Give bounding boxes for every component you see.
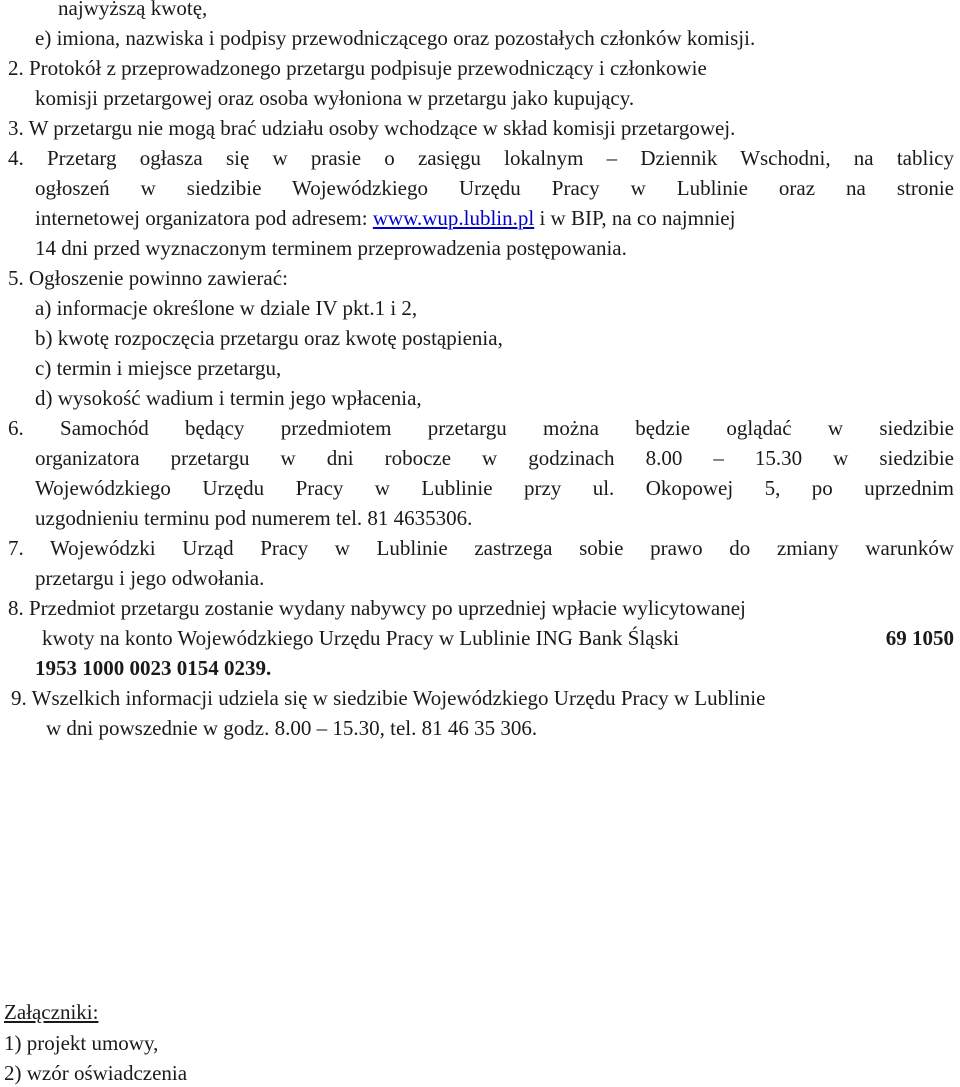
text-line: 3. W przetargu nie mogą brać udziału osoby wchodzące w skład komisji przetargowej. (8, 116, 736, 140)
text-line: a) informacje określone w dziale IV pkt.1 i 2, (35, 296, 418, 320)
text-line: uzgodnieniu terminu pod numerem tel. 81 4635306. (35, 506, 473, 530)
text-line: ogłoszeń w siedzibie Wojewódzkiego Urzędu Pracy w Lublinie oraz na stronie (35, 176, 954, 200)
attachments-heading: Załączniki: (4, 1000, 99, 1024)
text-segment: i w BIP, na co najmniej (534, 206, 736, 230)
text-line: komisji przetargowej oraz osoba wyłoniona w przetargu jako kupujący. (35, 86, 635, 110)
text-line: organizatora przetargu w dni robocze w godzinach 8.00 – 15.30 w siedzibie (35, 446, 954, 470)
text-line: 2. Protokół z przeprowadzonego przetargu podpisuje przewodniczący i członkowie (8, 56, 707, 80)
text-segment: kwoty na konto Wojewódzkiego Urzędu Pracy w Lublinie ING Bank Śląski (42, 626, 680, 650)
text-line: 8. Przedmiot przetargu zostanie wydany nabywcy po uprzedniej wpłacie wylicytowanej (8, 596, 746, 620)
text-line: Wojewódzkiego Urzędu Pracy w Lublinie przy ul. Okopowej 5, po uprzednim (35, 476, 954, 500)
text-line (35, 204, 735, 232)
website-link[interactable]: www.wup.lublin.pl (372, 206, 535, 230)
text-line: 9. Wszelkich informacji udziela się w siedzibie Wojewódzkiego Urzędu Pracy w Lublinie (11, 686, 766, 710)
attachment-item: 2) wzór oświadczenia (4, 1061, 188, 1085)
text-line: b) kwotę rozpoczęcia przetargu oraz kwotę postąpienia, (35, 326, 503, 350)
text-line: najwyższą kwotę, (58, 0, 208, 20)
bank-account-number-start: 69 1050 (885, 626, 954, 650)
text-line: 7. Wojewódzki Urząd Pracy w Lublinie zastrzega sobie prawo do zmiany warunków (8, 536, 954, 560)
text-line: 4. Przetarg ogłasza się w prasie o zasięgu lokalnym – Dziennik Wschodni, na tablicy (8, 146, 954, 170)
text-line: e) imiona, nazwiska i podpisy przewodniczącego oraz pozostałych członków komisji. (35, 26, 756, 50)
text-line: w dni powszednie w godz. 8.00 – 15.30, tel. 81 46 35 306. (46, 716, 538, 740)
text-segment: internetowej organizatora pod adresem: (35, 206, 373, 230)
text-line: 5. Ogłoszenie powinno zawierać: (8, 266, 288, 290)
text-line: 14 dni przed wyznaczonym terminem przeprowadzenia postępowania. (35, 236, 627, 260)
text-line: d) wysokość wadium i termin jego wpłacenia, (35, 386, 422, 410)
text-line: 6. Samochód będący przedmiotem przetargu można będzie oglądać w siedzibie (8, 416, 954, 440)
text-line (42, 624, 954, 652)
bank-account-number-end: 1953 1000 0023 0154 0239. (35, 656, 272, 680)
text-line: przetargu i jego odwołania. (35, 566, 265, 590)
attachment-item: 1) projekt umowy, (4, 1031, 159, 1055)
text-line: c) termin i miejsce przetargu, (35, 356, 282, 380)
